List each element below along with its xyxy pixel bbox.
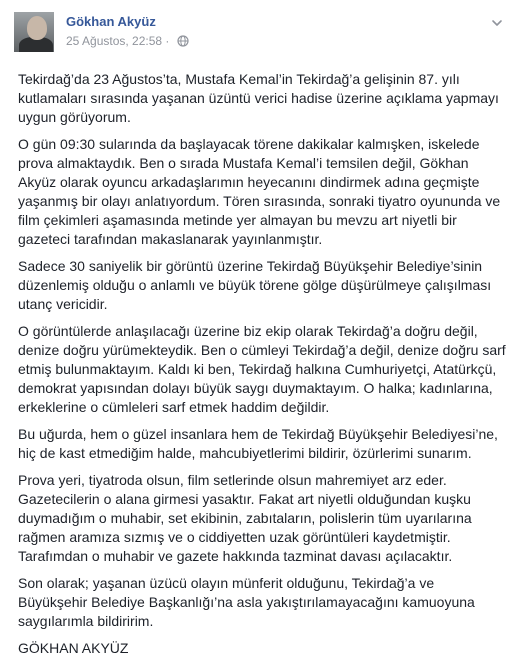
post-paragraph: O görüntülerde anlaşılacağı üzerine biz ekip olarak Tekirdağ’a doğru değil, denize doğru yürümekteydik. Ben o cümleyi Tekirdağ’a değil, denize doğru sarf etmiş bulunmaktayım. Kaldı ki ben, Tekirdağ halkına Cumhuriyetçi, Atatürkçü, demokrat yapısından dolayı büyük saygı duymaktayım. O halka; kadınlarına, erkeklerine o cümleleri sarf etmek haddim değildir. — [18, 323, 506, 415]
post-meta — [66, 34, 189, 48]
chevron-down-icon[interactable] — [490, 16, 504, 30]
meta-separator: · — [165, 34, 170, 48]
post-paragraph: Bu uğurda, hem o güzel insanlara hem de Tekirdağ Büyükşehir Belediyesi’ne, hiç de kast etmediğim halde, mahcubiyetlerimi bildirir, özürlerimi sunarım. — [18, 426, 498, 461]
avatar[interactable] — [14, 12, 54, 52]
post-body — [18, 70, 506, 666]
post-header — [14, 12, 510, 56]
author-name[interactable]: Gökhan Akyüz — [66, 14, 156, 29]
globe-icon[interactable] — [177, 35, 189, 47]
post-paragraph: Tekirdağ’da 23 Ağustos’ta, Mustafa Kemal’in Tekirdağ’a gelişinin 87. yılı kutlamaları sırasında yaşanan üzüntü verici hadise üzerine açıklama yapmayı uygun görüyorum. — [18, 71, 499, 125]
post-paragraph: O gün 09:30 sularında da başlayacak törene dakikalar kalmışken, iskelede prova almaktaydık. Ben o sırada Mustafa Kemal’i temsilen değil, Gökhan Akyüz olarak oyuncu arkadaşlarımın heyecanını dindirmek adına geçmişte yaşanmış bir olayı anlatıyordum. Tören sırasında, sonraki tiyatro oyununda ve film çekimleri aşamasında metinde yer almayan bu mevzu art niyetli bir gazeteci tarafından makaslanarak yayınlanmıştır. — [18, 136, 501, 247]
post-signature: GÖKHAN AKYÜZ — [18, 640, 129, 656]
post-paragraph: Son olarak; yaşanan üzücü olayın münferit olduğunu, Tekirdağ’a ve Büyükşehir Belediye Başkanlığı’na asla yakıştırılamayacağını kamuoyuna saygılarımla bildiririm. — [18, 575, 475, 629]
post-paragraph: Prova yeri, tiyatroda olsun, film setlerinde olsun mahremiyet arz eder. Gazetecilerin o alana girmesi yasaktır. Fakat art niyetli olduğundan kuşku duymadığım o muhabir, set ekibinin, zabıtaların, polislerin tüm uyarılarına rağmen aramıza sızmış ve o ciddiyetten uzak görüntüleri kaydetmiştir. Tarafımdan o muhabir ve gazete hakkında tazminat davası açılacaktır. — [18, 472, 472, 564]
post-paragraph: Sadece 30 saniyelik bir görüntü üzerine Tekirdağ Büyükşehir Belediye’sinin düzenlemiş olduğu o anlamlı ve büyük törene gölge düşürülmeye çalışılması utanç vericidir. — [18, 258, 492, 312]
post-timestamp[interactable]: 25 Ağustos, 22:58 — [66, 34, 163, 48]
